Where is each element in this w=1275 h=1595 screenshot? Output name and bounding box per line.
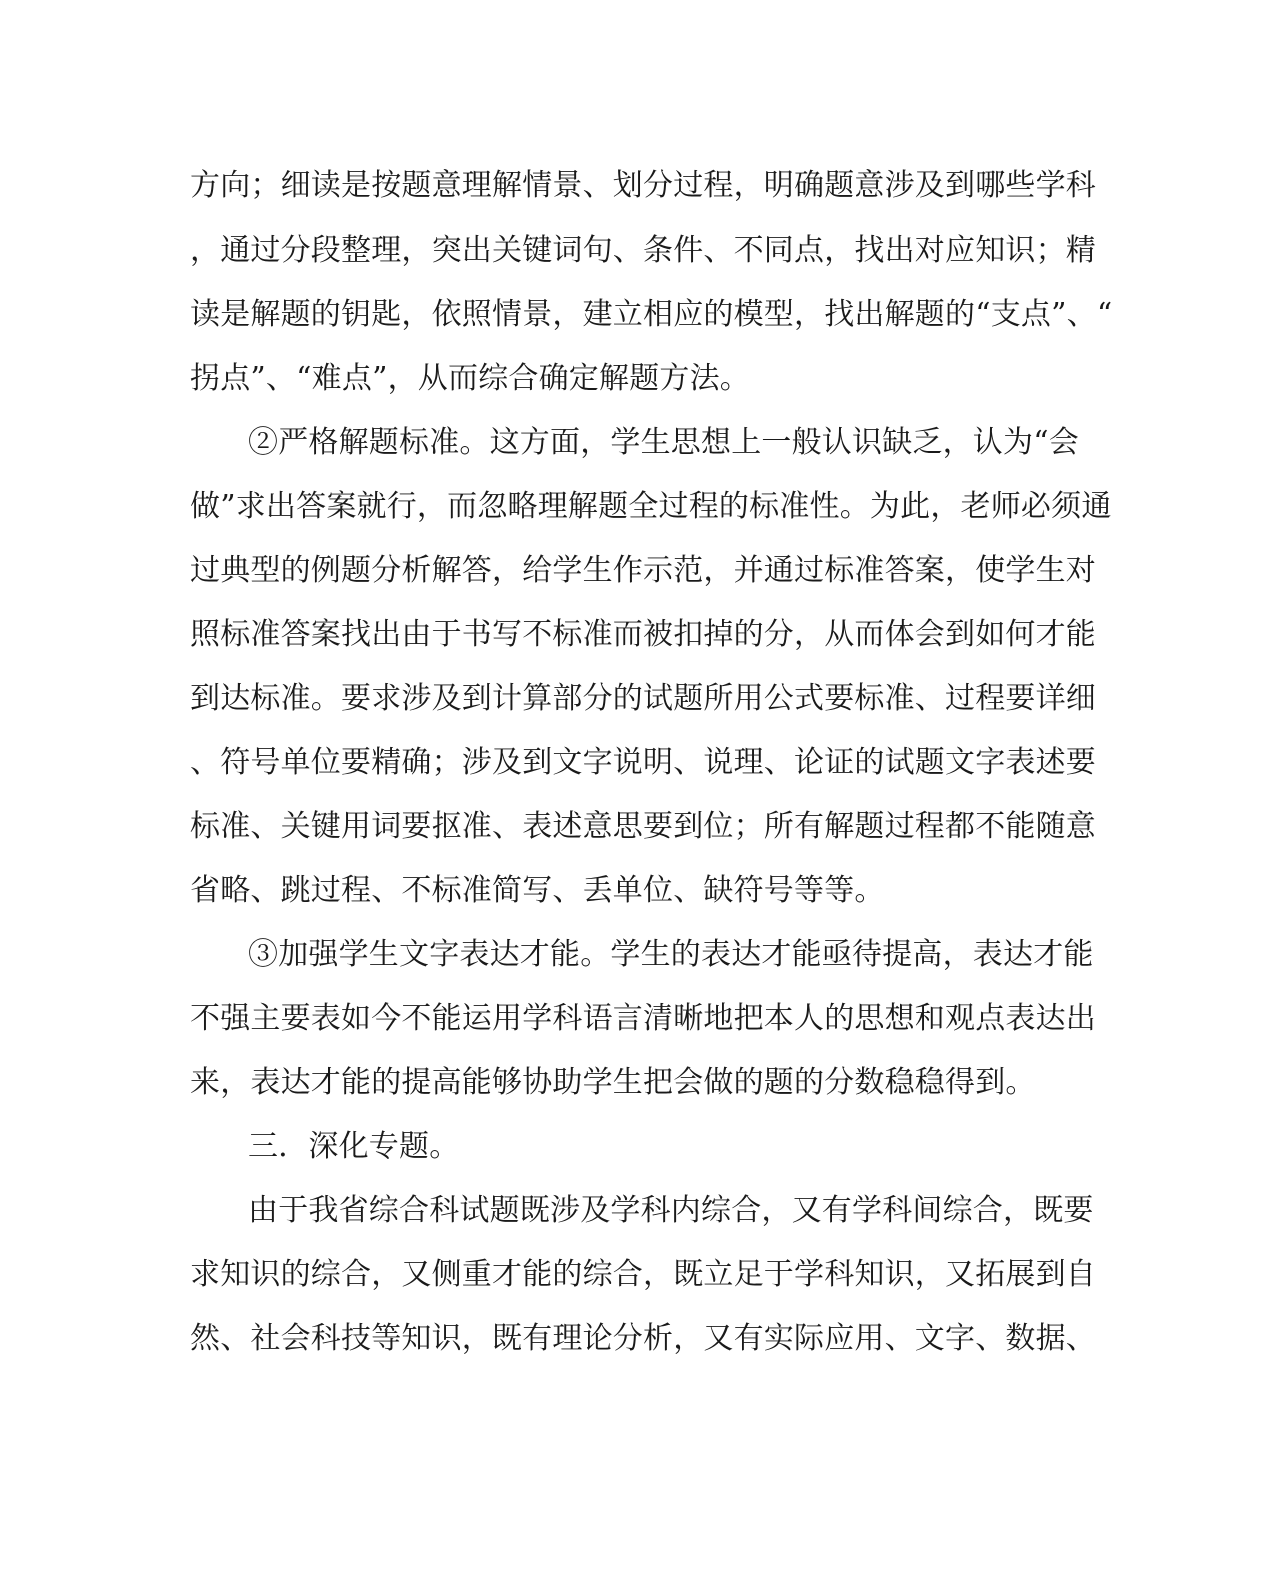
text-line: 过典型的例题分析解答，给学生作示范，并通过标准答案，使学生对 — [190, 553, 1096, 588]
text-line: 到达标准。要求涉及到计算部分的试题所用公式要标准、过程要详细 — [190, 681, 1096, 716]
section-heading: 三．深化专题。 — [248, 1129, 460, 1164]
text-line: 方向；细读是按题意理解情景、划分过程，明确题意涉及到哪些学科 — [190, 168, 1096, 203]
text-line: 照标准答案找出由于书写不标准而被扣掉的分，从而体会到如何才能 — [190, 617, 1096, 652]
text-line: 、符号单位要精确；涉及到文字说明、说理、论证的试题文字表述要 — [190, 745, 1096, 780]
text-line: ，通过分段整理，突出关键词句、条件、不同点，找出对应知识；精 — [190, 233, 1096, 268]
text-line: 来，表达才能的提高能够协助学生把会做的题的分数稳稳得到。 — [190, 1065, 1036, 1100]
text-line: 标准、关键用词要抠准、表述意思要到位；所有解题过程都不能随意 — [190, 809, 1096, 844]
text-line: 拐点”、“难点”，从而综合确定解题方法。 — [190, 361, 751, 396]
text-line: 读是解题的钥匙，依照情景，建立相应的模型，找出解题的“支点”、“ — [190, 297, 1113, 332]
text-line: 求知识的综合，又侧重才能的综合，既立足于学科知识，又拓展到自 — [190, 1257, 1096, 1292]
text-line: ③加强学生文字表达才能。学生的表达才能亟待提高，表达才能 — [248, 937, 1094, 972]
text-line: 不强主要表如今不能运用学科语言清晰地把本人的思想和观点表达出 — [190, 1001, 1096, 1036]
text-line: 然、社会科技等知识，既有理论分析，又有实际应用、文字、数据、 — [190, 1321, 1096, 1356]
text-line: 做”求出答案就行，而忽略理解题全过程的标准性。为此，老师必须通 — [190, 489, 1112, 524]
text-line: 省略、跳过程、不标准简写、丢单位、缺符号等等。 — [190, 873, 885, 908]
text-line: ②严格解题标准。这方面，学生思想上一般认识缺乏，认为“会 — [248, 425, 1079, 460]
text-line: 由于我省综合科试题既涉及学科内综合，又有学科间综合，既要 — [248, 1193, 1094, 1228]
